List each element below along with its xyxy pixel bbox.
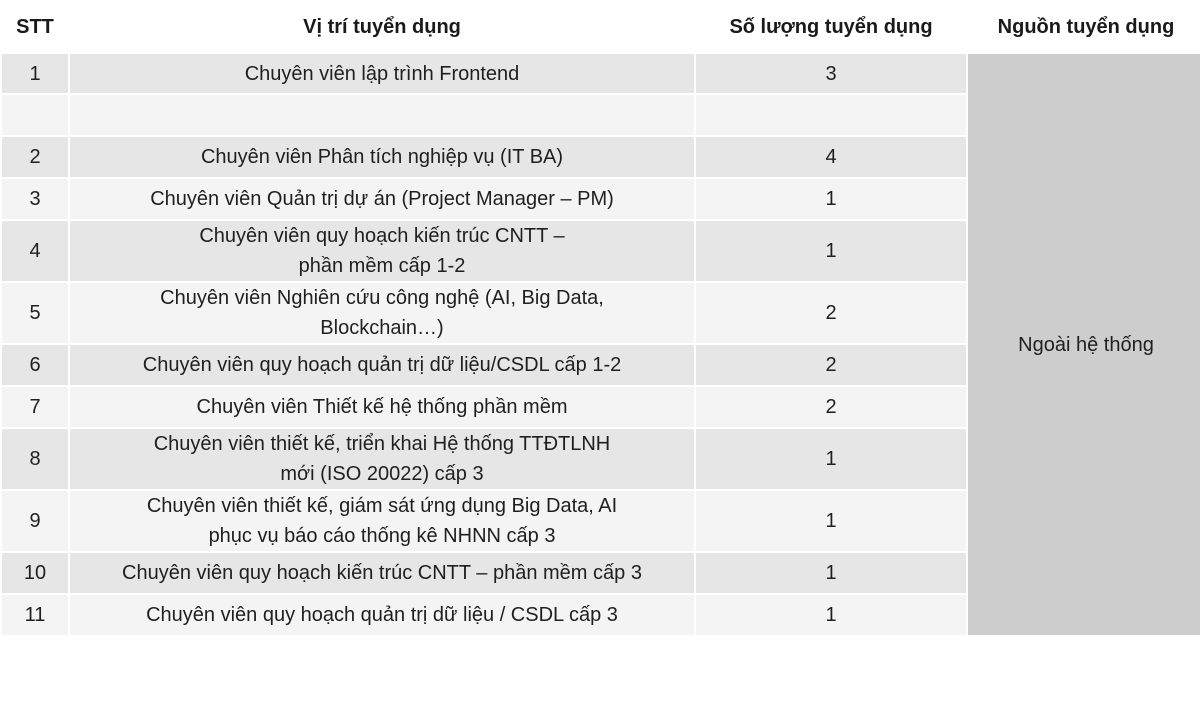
- cell-position: Chuyên viên quy hoạch kiến trúc CNTT – phần mềm cấp 1-2: [70, 221, 694, 281]
- cell-stt: 4: [2, 221, 68, 281]
- cell-stt: 6: [2, 345, 68, 385]
- header-stt: STT: [2, 2, 68, 52]
- header-source: Nguồn tuyển dụng: [968, 2, 1200, 52]
- cell-quantity: [696, 95, 966, 135]
- cell-quantity: 2: [696, 283, 966, 343]
- cell-source: Ngoài hệ thống: [968, 54, 1200, 635]
- cell-position: Chuyên viên thiết kế, triển khai Hệ thống TTĐTLNH mới (ISO 20022) cấp 3: [70, 429, 694, 489]
- cell-quantity: 4: [696, 137, 966, 177]
- cell-position: Chuyên viên Nghiên cứu công nghệ (AI, Big Data, Blockchain…): [70, 283, 694, 343]
- cell-stt: 3: [2, 179, 68, 219]
- cell-stt: 5: [2, 283, 68, 343]
- cell-quantity: 1: [696, 179, 966, 219]
- cell-position: Chuyên viên Phân tích nghiệp vụ (IT BA): [70, 137, 694, 177]
- cell-quantity: 2: [696, 387, 966, 427]
- header-row: [2, 2, 1200, 52]
- cell-position: Chuyên viên quy hoạch quản trị dữ liệu / CSDL cấp 3: [70, 595, 694, 635]
- header-quantity: Số lượng tuyển dụng: [696, 2, 966, 52]
- cell-stt: 7: [2, 387, 68, 427]
- cell-position: [70, 95, 694, 135]
- cell-stt: 1: [2, 54, 68, 93]
- cell-stt: 9: [2, 491, 68, 551]
- cell-quantity: 3: [696, 54, 966, 93]
- header-position: Vị trí tuyển dụng: [70, 2, 694, 52]
- cell-position: Chuyên viên Quản trị dự án (Project Manager – PM): [70, 179, 694, 219]
- cell-stt: 11: [2, 595, 68, 635]
- cell-stt: 8: [2, 429, 68, 489]
- cell-position: Chuyên viên lập trình Frontend: [70, 54, 694, 93]
- cell-quantity: 2: [696, 345, 966, 385]
- cell-position: Chuyên viên thiết kế, giám sát ứng dụng Big Data, AI phục vụ báo cáo thống kê NHNN cấp 3: [70, 491, 694, 551]
- cell-quantity: 1: [696, 491, 966, 551]
- cell-quantity: 1: [696, 553, 966, 593]
- cell-stt: 10: [2, 553, 68, 593]
- cell-quantity: 1: [696, 221, 966, 281]
- cell-position: Chuyên viên Thiết kế hệ thống phần mềm: [70, 387, 694, 427]
- table-row: [2, 54, 1200, 93]
- cell-position: Chuyên viên quy hoạch kiến trúc CNTT – phần mềm cấp 3: [70, 553, 694, 593]
- cell-stt: 2: [2, 137, 68, 177]
- cell-position: Chuyên viên quy hoạch quản trị dữ liệu/CSDL cấp 1-2: [70, 345, 694, 385]
- cell-stt: [2, 95, 68, 135]
- cell-quantity: 1: [696, 595, 966, 635]
- cell-quantity: 1: [696, 429, 966, 489]
